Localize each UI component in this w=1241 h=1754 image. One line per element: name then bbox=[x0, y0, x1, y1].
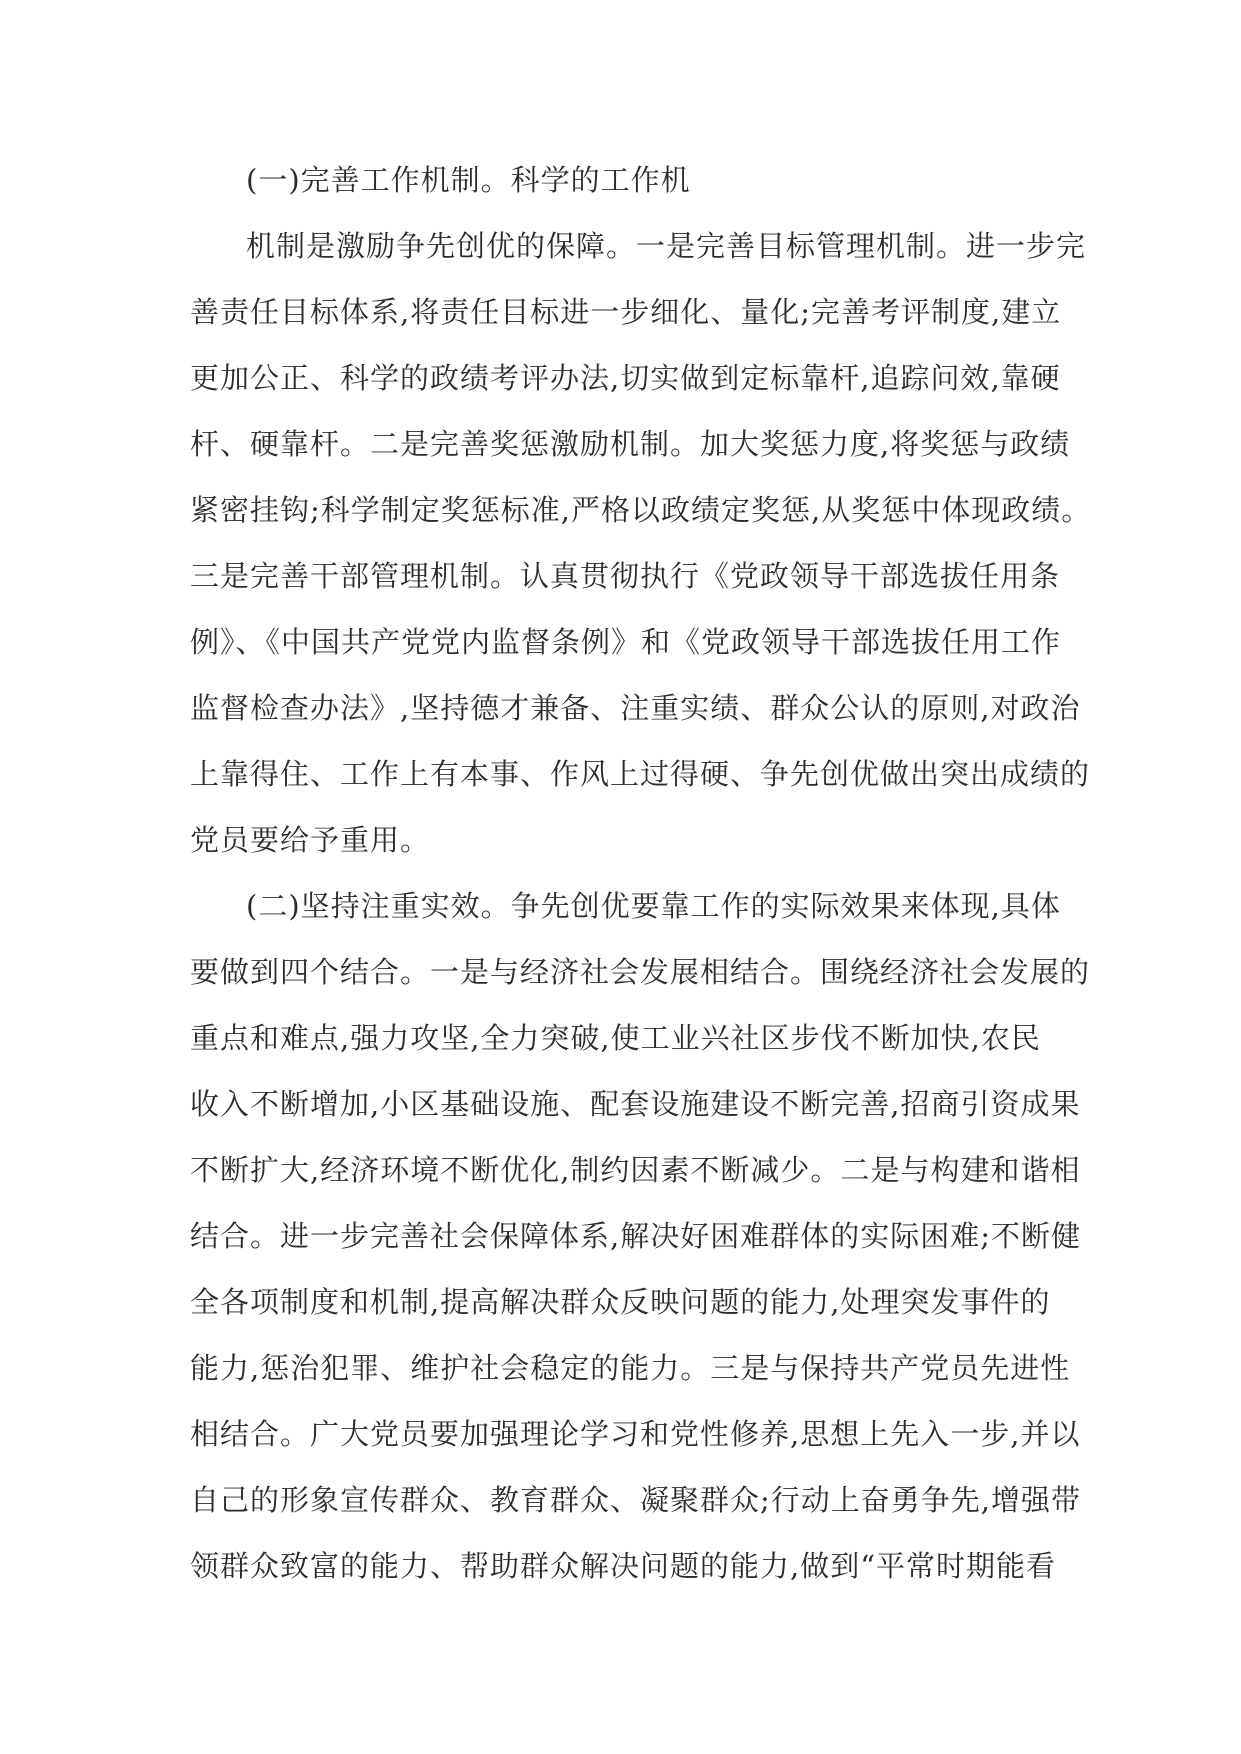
text-line: 要做到四个结合。一是与经济社会发展相结合。围绕经济社会发展的 bbox=[190, 955, 1091, 989]
text-line: 三是完善干部管理机制。认真贯彻执行《党政领导干部选拔任用条 bbox=[190, 559, 1061, 593]
text-line: 相结合。广大党员要加强理论学习和党性修养,思想上先入一步,并以 bbox=[190, 1417, 1081, 1451]
text-line: 重点和难点,强力攻坚,全力突破,使工业兴社区步伐不断加快,农民 bbox=[190, 1021, 1041, 1055]
text-line: 上靠得住、工作上有本事、作风上过得硬、争先创优做出突出成绩的 bbox=[190, 757, 1091, 791]
text-line: 结合。进一步完善社会保障体系,解决好困难群体的实际困难;不断健 bbox=[190, 1219, 1081, 1253]
text-line: 杆、硬靠杆。二是完善奖惩激励机制。加大奖惩力度,将奖惩与政绩 bbox=[190, 427, 1071, 461]
text-line: 不断扩大,经济环境不断优化,制约因素不断减少。二是与构建和谐相 bbox=[190, 1153, 1081, 1187]
text-line: 监督检查办法》,坚持德才兼备、注重实绩、群众公认的原则,对政治 bbox=[190, 691, 1081, 725]
text-line: 能力,惩治犯罪、维护社会稳定的能力。三是与保持共产党员先进性 bbox=[190, 1351, 1071, 1385]
section-heading-2: (二)坚持注重实效。争先创优要靠工作的实际效果来体现,具体 bbox=[246, 889, 1061, 923]
text-line: 机制是激励争先创优的保障。一是完善目标管理机制。进一步完 bbox=[246, 229, 1087, 263]
text-line: 善责任目标体系,将责任目标进一步细化、量化;完善考评制度,建立 bbox=[190, 295, 1062, 329]
text-line: 更加公正、科学的政绩考评办法,切实做到定标靠杆,追踪问效,靠硬 bbox=[190, 361, 1061, 395]
section-heading-1: (一)完善工作机制。科学的工作机 bbox=[246, 163, 691, 197]
text-line: 领群众致富的能力、帮助群众解决问题的能力,做到“平常时期能看 bbox=[190, 1549, 1057, 1583]
text-line: 收入不断增加,小区基础设施、配套设施建设不断完善,招商引资成果 bbox=[190, 1087, 1081, 1121]
text-line: 全各项制度和机制,提高解决群众反映问题的能力,处理突发事件的 bbox=[190, 1285, 1051, 1319]
text-line: 例》、《中国共产党党内监督条例》和《党政领导干部选拔任用工作 bbox=[190, 625, 1062, 659]
text-line: 紧密挂钩;科学制定奖惩标准,严格以政绩定奖惩,从奖惩中体现政绩。 bbox=[190, 493, 1092, 527]
text-line: 党员要给予重用。 bbox=[190, 823, 431, 857]
text-line: 自己的形象宣传群众、教育群众、凝聚群众;行动上奋勇争先,增强带 bbox=[190, 1483, 1081, 1517]
